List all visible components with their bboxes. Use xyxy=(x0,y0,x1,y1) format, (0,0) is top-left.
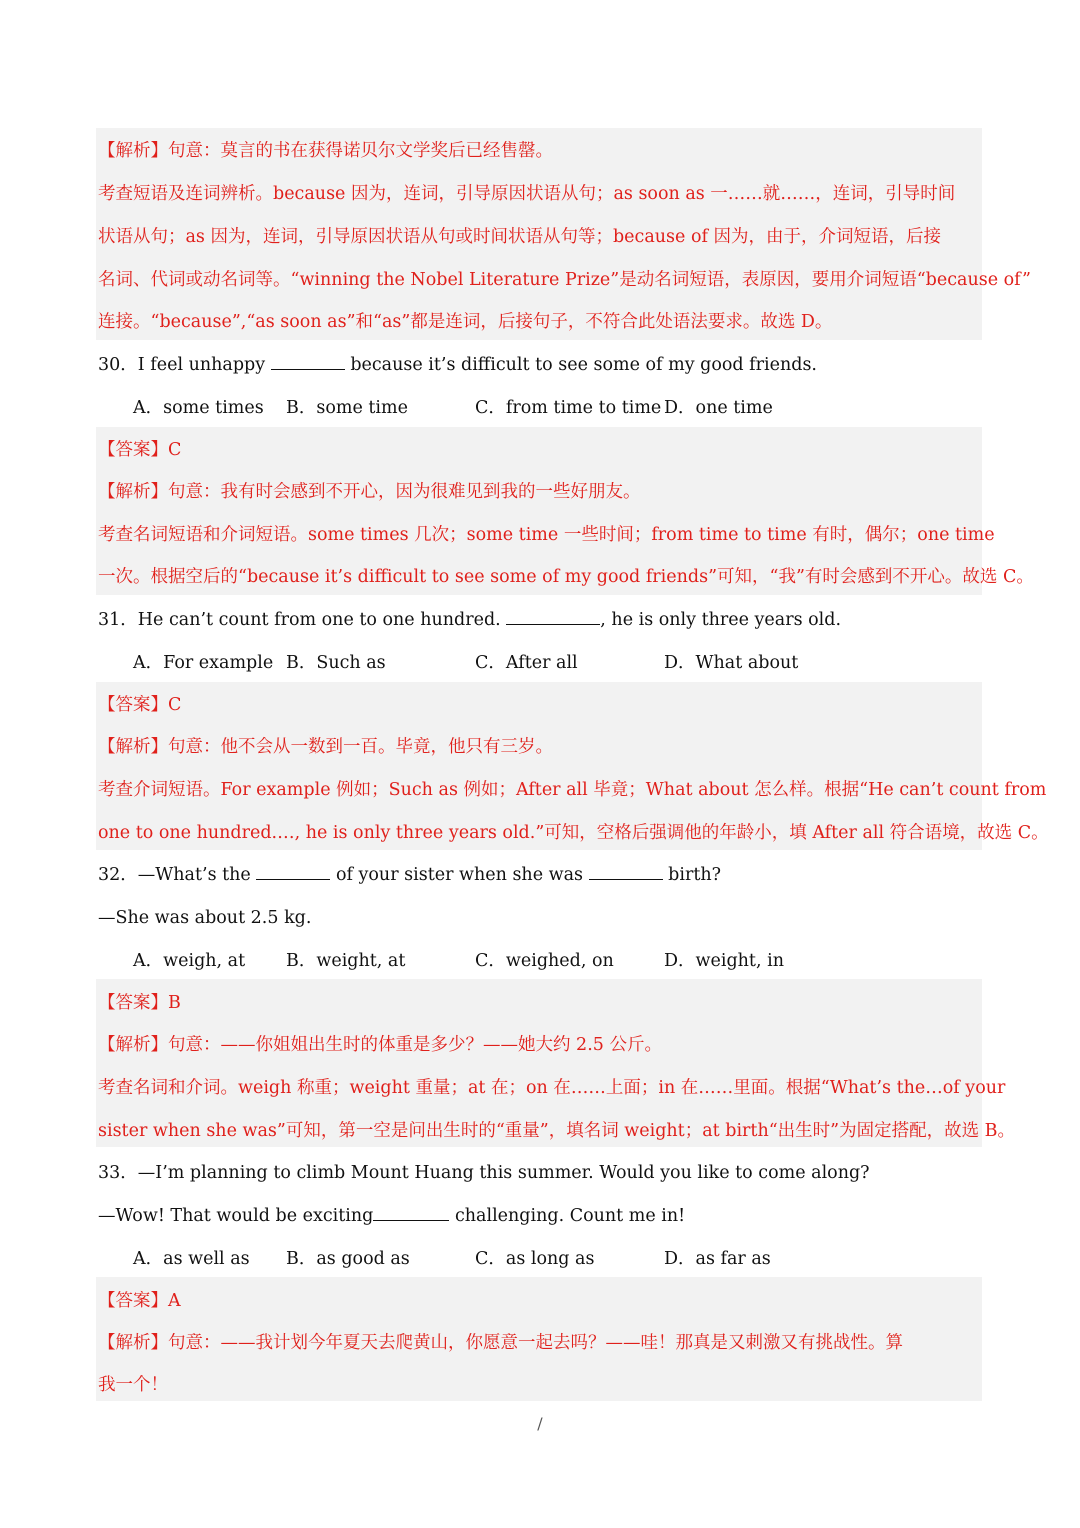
answer-blank xyxy=(506,606,600,625)
detail-line: 考查介词短语。For example 例如；Such as 例如；After all 毕竟；What about 怎么样。根据“He can’t count from xyxy=(98,780,1047,800)
detail-line: 考查名词短语和介词短语。some times 几次；some time 一些时间；from time to time 有时，偶尔；one time xyxy=(98,525,995,545)
option-d: D．weight, in xyxy=(664,951,784,971)
reply-text: challenging. Count me in! xyxy=(454,1206,686,1226)
option-d: D．as far as xyxy=(664,1249,771,1269)
detail-line: 一次。根据空后的“because it’s difficult to see some of my good friends”可知，“我”有时会感到不开心。故选 C。 xyxy=(98,567,1034,587)
stem-text: I feel unhappy xyxy=(137,355,266,375)
answer-line xyxy=(98,690,998,720)
stem-text: He can’t count from one to one hundred. xyxy=(137,610,501,630)
analysis-continuation: 我一个！ xyxy=(98,1375,168,1395)
question-30-stem xyxy=(98,350,998,380)
option-c: C．After all xyxy=(475,653,578,673)
detail-line: 名词、代词或动名词等。“winning the Nobel Literature Prize”是动名词短语，表原因，要用介词短语“because of” xyxy=(98,270,1031,290)
answer-blank xyxy=(271,351,345,370)
option-a: A．For example xyxy=(133,653,274,673)
detail-line: 考查名词和介词。weigh 称重；weight 重量；at 在；on 在……上面；in 在……里面。根据“What’s the…of your xyxy=(98,1078,1006,1098)
analysis-text: 句意：莫言的书在获得诺贝尔文学奖后已经售罄。 xyxy=(168,141,553,161)
answer-value: C xyxy=(168,440,182,460)
analysis-label: 【解析】 xyxy=(98,141,168,161)
analysis-text: 句意：——我计划今年夏天去爬黄山，你愿意一起去吗？——哇！那真是又刺激又有挑战性。算 xyxy=(168,1333,903,1353)
option-a: A．as well as xyxy=(133,1249,250,1269)
stem-text: of your sister when she was xyxy=(335,865,584,885)
option-c: C．weighed, on xyxy=(475,951,614,971)
answer-blank xyxy=(373,1202,449,1221)
option-a: A．some times xyxy=(133,398,264,418)
question-32-stem xyxy=(98,860,998,890)
option-a: A．weigh, at xyxy=(133,951,246,971)
answer-label: 【答案】 xyxy=(98,1291,168,1311)
page-marker: / xyxy=(537,1414,543,1433)
question-32-reply: —She was about 2.5 kg. xyxy=(98,908,312,928)
answer-label: 【答案】 xyxy=(98,993,168,1013)
analysis-label: 【解析】 xyxy=(98,1035,168,1055)
answer-value: B xyxy=(168,993,181,1013)
detail-line: 连接。“because”,“as soon as”和“as”都是连词，后接句子，不符合此处语法要求。故选 D。 xyxy=(98,312,833,332)
analysis-text: 句意：他不会从一数到一百。毕竟，他只有三岁。 xyxy=(168,737,553,757)
answer-line xyxy=(98,988,998,1018)
stem-text: —What’s the xyxy=(137,865,251,885)
stem-text: because it’s difficult to see some of my good friends. xyxy=(350,355,817,375)
analysis-label: 【解析】 xyxy=(98,1333,168,1353)
answer-value: C xyxy=(168,695,182,715)
question-33-stem xyxy=(98,1158,998,1188)
stem-text: birth? xyxy=(668,865,722,885)
option-d: D．What about xyxy=(664,653,799,673)
answer-line xyxy=(98,435,998,465)
option-b: B．Such as xyxy=(286,653,386,673)
detail-line: 状语从句；as 因为，连词，引导原因状语从句或时间状语从句等；because of 因为，由于，介词短语，后接 xyxy=(98,227,942,247)
analysis-line xyxy=(98,477,998,507)
question-number: 31． xyxy=(98,610,138,630)
answer-label: 【答案】 xyxy=(98,695,168,715)
answer-label: 【答案】 xyxy=(98,440,168,460)
analysis-line xyxy=(98,136,998,166)
option-b: B．some time xyxy=(286,398,408,418)
analysis-text: 句意：我有时会感到不开心，因为很难见到我的一些好朋友。 xyxy=(168,482,641,502)
reply-text: —Wow! That would be exciting xyxy=(98,1206,374,1226)
option-d: D．one time xyxy=(664,398,773,418)
analysis-line xyxy=(98,1328,998,1358)
option-b: B．as good as xyxy=(286,1249,410,1269)
question-number: 32． xyxy=(98,865,138,885)
question-31-stem xyxy=(98,605,998,635)
question-number: 33． xyxy=(98,1163,138,1183)
analysis-text: 句意：——你姐姐出生时的体重是多少？——她大约 2.5 公斤。 xyxy=(168,1035,662,1055)
stem-text: —I’m planning to climb Mount Huang this summer. Would you like to come along? xyxy=(137,1163,870,1183)
answer-value: A xyxy=(168,1291,181,1311)
analysis-line xyxy=(98,732,998,762)
answer-line xyxy=(98,1286,998,1316)
detail-line: sister when she was”可知，第一空是问出生时的“重量”，填名词 weight；at birth“出生时”为固定搭配，故选 B。 xyxy=(98,1121,1016,1141)
option-c: C．as long as xyxy=(475,1249,595,1269)
detail-line: 考查短语及连词辨析。because 因为，连词，引导原因状语从句；as soon as 一……就……，连词，引导时间 xyxy=(98,184,956,204)
question-number: 30． xyxy=(98,355,138,375)
answer-blank xyxy=(589,861,663,880)
option-c: C．from time to time xyxy=(475,398,662,418)
option-b: B．weight, at xyxy=(286,951,406,971)
analysis-label: 【解析】 xyxy=(98,482,168,502)
stem-text: , he is only three years old. xyxy=(600,610,842,630)
detail-line: one to one hundred.…, he is only three years old.”可知，空格后强调他的年龄小，填 After all 符合语境，故选 C。 xyxy=(98,823,1049,843)
analysis-line xyxy=(98,1030,998,1060)
analysis-label: 【解析】 xyxy=(98,737,168,757)
answer-blank xyxy=(256,861,330,880)
question-33-reply xyxy=(98,1201,998,1231)
